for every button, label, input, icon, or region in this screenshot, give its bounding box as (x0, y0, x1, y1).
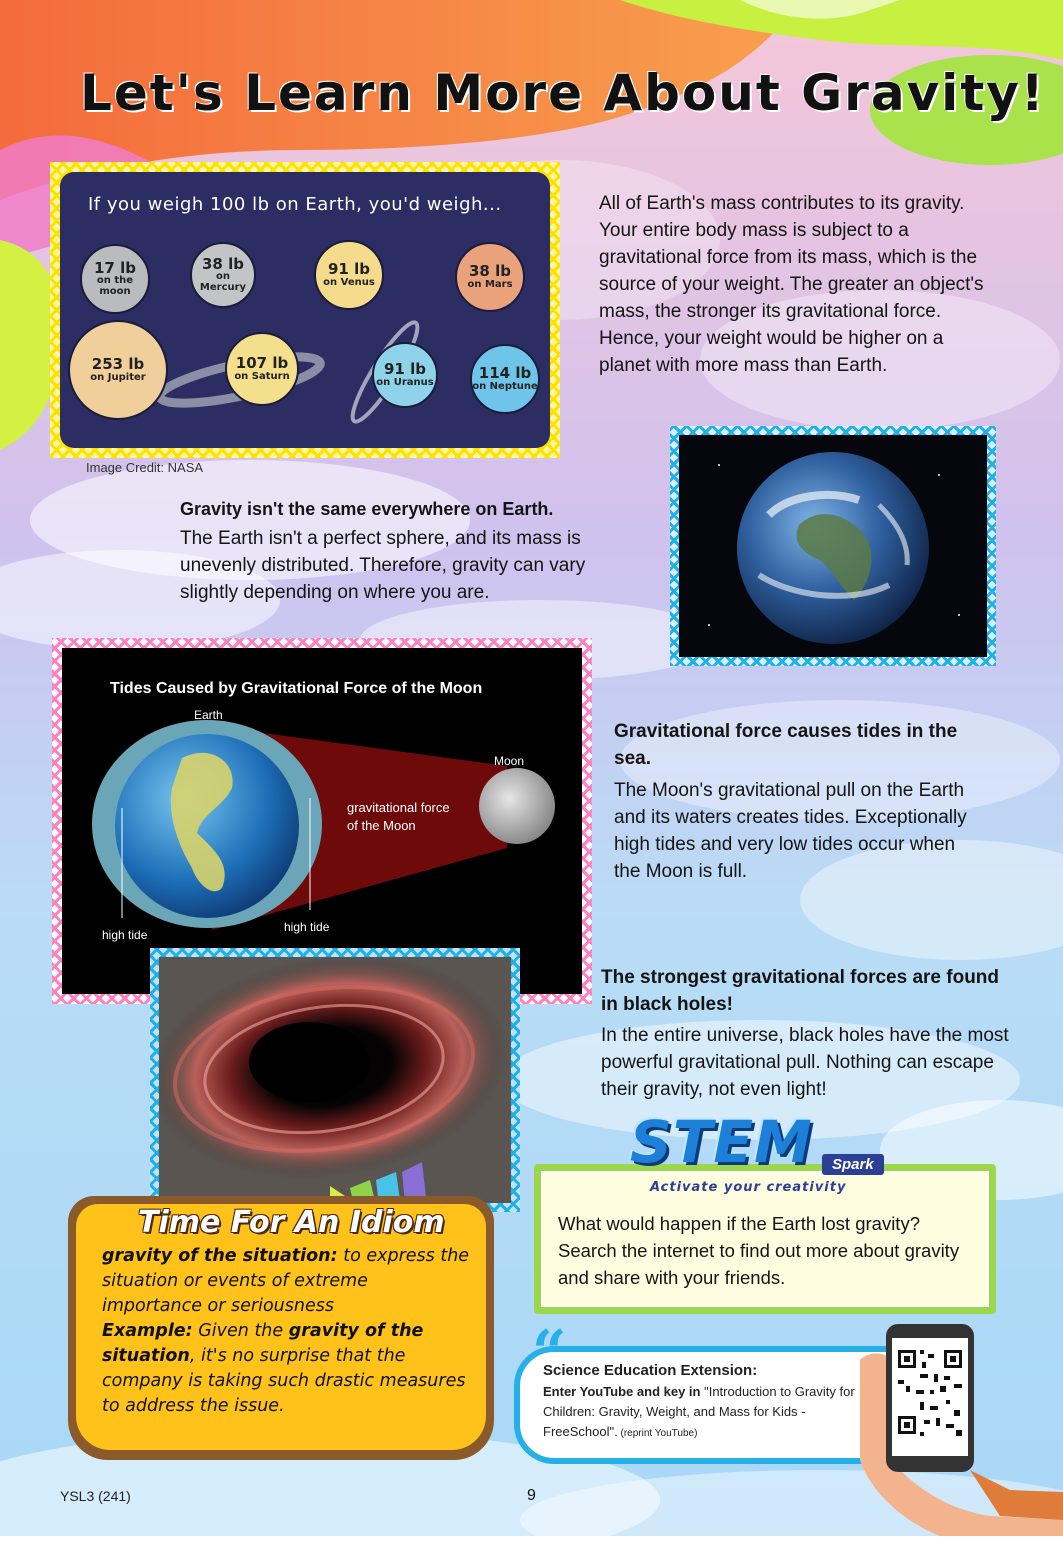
planet-saturn (225, 332, 299, 406)
planet-uranus (372, 342, 438, 408)
planet-venus (314, 240, 384, 310)
planet-weight: 91 lb (384, 359, 426, 378)
stem-logo: STEM (630, 1108, 813, 1176)
high-tide-right: high tide (284, 920, 330, 934)
tides-figure-title: Tides Caused by Gravitational Force of the Moon (110, 680, 483, 697)
weight-figure (60, 172, 550, 448)
planet-place: on Uranus (376, 376, 434, 388)
extension-heading: Science Education Extension: (543, 1362, 758, 1379)
earth-photo (679, 435, 987, 657)
idiom-example-term: gravity of the situation (102, 1321, 424, 1366)
stem-text: What would happen if the Earth lost gravity? Search the internet to find out more about gravity and share with your friends. (558, 1213, 960, 1288)
tides-figure (62, 648, 582, 994)
phone-hand-art (860, 1320, 1063, 1536)
earth-photo-frame (670, 426, 996, 666)
idiom-title: Time For An Idiom (138, 1205, 445, 1240)
moon-label: Moon (494, 754, 525, 768)
idiom-example-label: Example: (102, 1321, 193, 1341)
footer-code: YSL3 (241) (60, 1488, 131, 1504)
planet-weight: 38 lb (202, 254, 244, 273)
weight-figure-frame (50, 162, 560, 458)
planet-weight: 38 lb (469, 261, 511, 280)
extension-note: (reprint YouTube) (617, 1428, 698, 1439)
force-label-1: gravitational force (347, 800, 450, 815)
planet-mars (455, 242, 525, 312)
planet-place: on Venus (323, 276, 375, 288)
extension-body (543, 1382, 863, 1444)
planet-place: on Saturn (234, 370, 290, 382)
planet-mercury (190, 242, 256, 308)
extension-lead: Enter YouTube and key in (543, 1384, 705, 1399)
planet-moon (80, 244, 150, 314)
tides-heading: Gravitational force causes tides in the sea. (614, 721, 958, 769)
planet-weight: 91 lb (328, 259, 370, 278)
page-title: Let's Learn More About Gravity! (80, 64, 1046, 122)
idiom-example-part-2: , it's no surprise that the company is taking such drastic measures to address the issue. (102, 1346, 466, 1416)
planet-neptune (470, 344, 540, 414)
quote-mark-icon: “ (532, 1318, 567, 1388)
high-tide-left: high tide (102, 928, 148, 942)
planet-place: on Mars (467, 278, 513, 290)
image-credit: Image Credit: NASA (86, 460, 204, 475)
extension-quote: "Introduction to Gravity for Children: Gravity, Weight, and Mass for Kids - FreeSchool". (543, 1384, 855, 1439)
idiom-definition: to express the situation or events of extreme importance or seriousness (102, 1246, 470, 1316)
tides-diagram-art (62, 648, 582, 994)
planet-place: on the moon (96, 275, 134, 297)
planet-weight: 107 lb (235, 353, 289, 372)
idiom-term: gravity of the situation: (102, 1246, 338, 1266)
force-label-2: of the Moon (347, 818, 416, 833)
everywhere-heading: Gravity isn't the same everywhere on Earth. (180, 499, 554, 519)
earth-label: Earth (194, 708, 223, 722)
planet-weight: 253 lb (91, 354, 145, 373)
stem-tagline: Activate your creativity (650, 1180, 847, 1195)
planet-weight: 114 lb (478, 363, 532, 382)
planet-place: on Mercury (199, 271, 247, 293)
everywhere-text: The Earth isn't a perfect sphere, and its mass is unevenly distributed. Therefore, gravity can vary slightly depending on where you are. (180, 528, 586, 603)
page-number: 9 (527, 1487, 536, 1504)
tides-text: The Moon's gravitational pull on the Earth and its waters creates tides. Exceptionally high tides and very low tides occur when the Moon is full. (614, 780, 967, 882)
planet-place: on Neptune (472, 380, 538, 392)
stem-spark-badge: Spark (822, 1154, 884, 1175)
idiom-body (102, 1244, 472, 1419)
earth-globe-art (679, 435, 987, 657)
planet-place: on Jupiter (90, 371, 146, 383)
planet-jupiter (68, 320, 168, 420)
black-holes-heading: The strongest gravitational forces are found in black holes! (601, 967, 1000, 1015)
planet-weight: 17 lb (94, 258, 136, 277)
black-holes-text: In the entire universe, black holes have the most powerful gravitational pull. Nothing can escape their gravity, not even light! (601, 1025, 1009, 1100)
weight-figure-heading: If you weigh 100 lb on Earth, you'd weigh... (88, 194, 502, 215)
idiom-example-part-1: Given the (192, 1321, 289, 1341)
intro-text: All of Earth's mass contributes to its gravity. Your entire body mass is subject to a gravitational force from its mass, which is the source of your weight. The greater an object's mass, the stronger its gravitational force. Hence, your weight would be higher on a planet with more mass than Earth. (599, 193, 984, 376)
